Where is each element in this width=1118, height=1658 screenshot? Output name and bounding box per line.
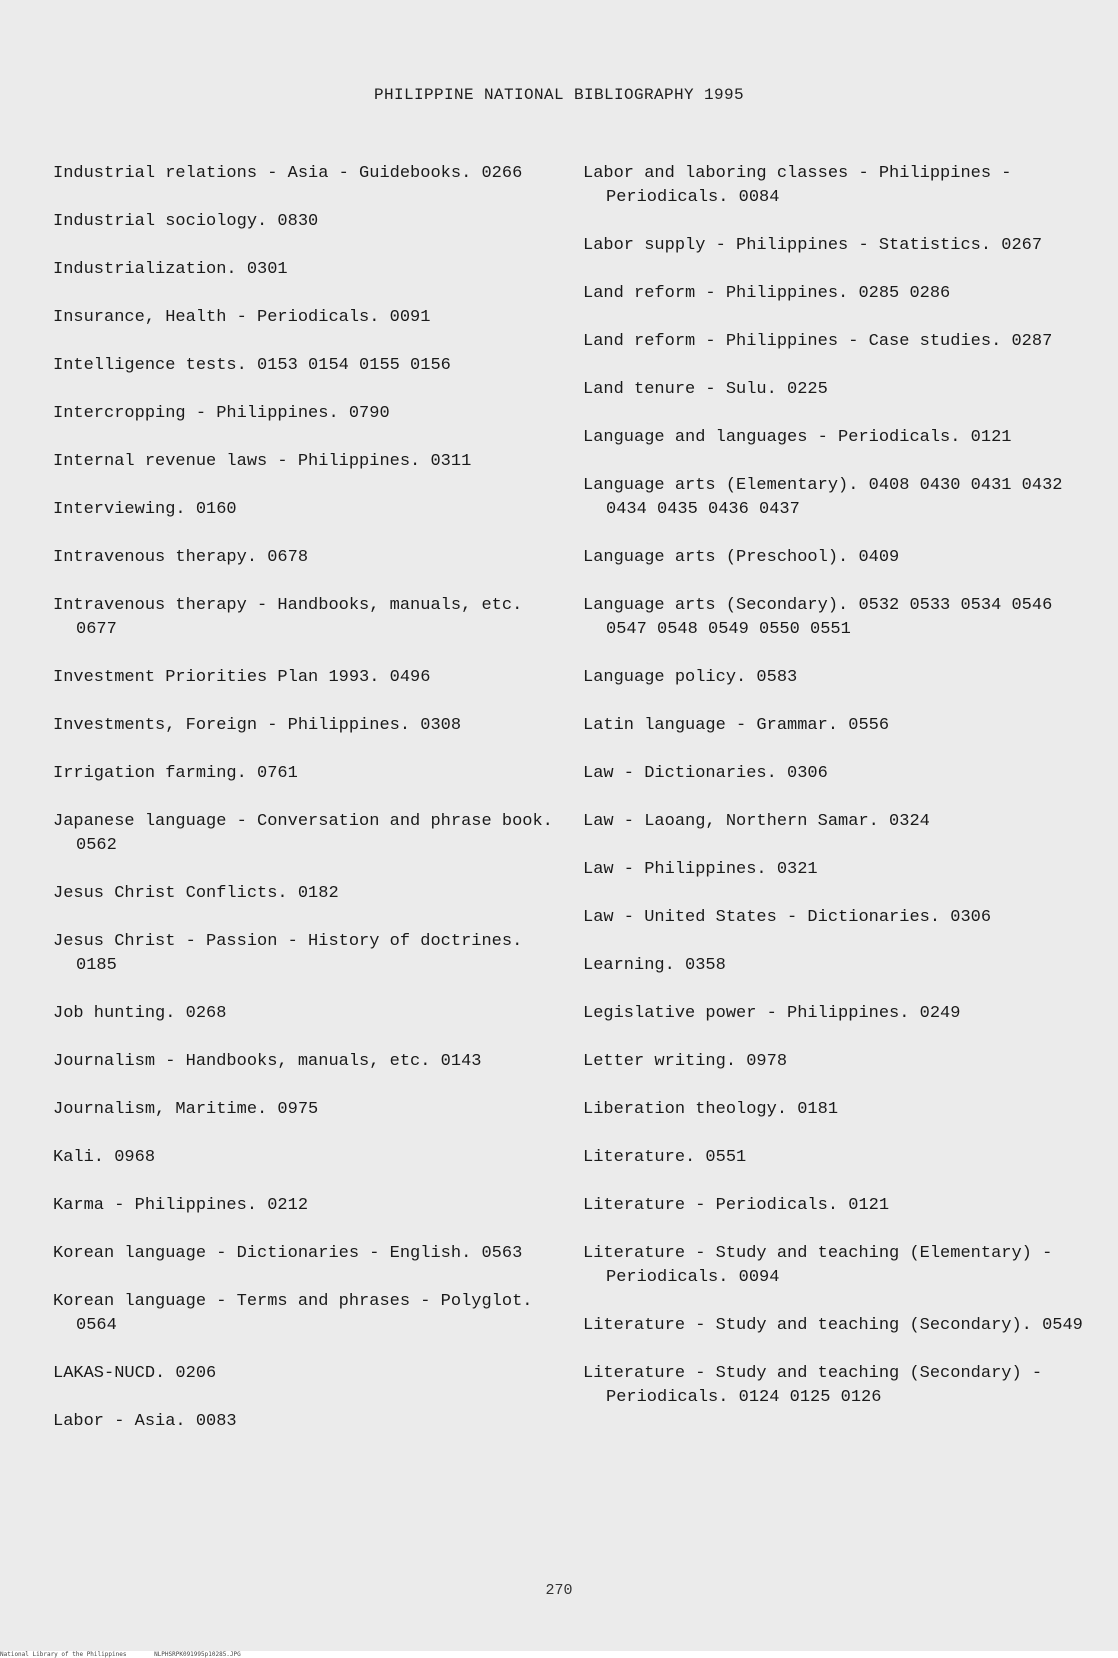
right-column bbox=[583, 162, 1083, 1434]
index-entry: Insurance, Health - Periodicals. 0091 bbox=[53, 308, 431, 327]
index-entry: Korean language - Dictionaries - English. 0563 bbox=[53, 1244, 523, 1263]
index-entry: Job hunting. 0268 bbox=[53, 1004, 227, 1023]
index-entry: Industrial relations - Asia - Guidebooks. 0266 bbox=[53, 164, 523, 183]
index-entry: Land reform - Philippines. 0285 0286 bbox=[583, 284, 951, 303]
index-entry: Jesus Christ Conflicts. 0182 bbox=[53, 884, 339, 903]
page-number: 270 bbox=[545, 1582, 573, 1599]
index-entry: Law - Laoang, Northern Samar. 0324 bbox=[583, 812, 930, 831]
index-entry: Language and languages - Periodicals. 0121 bbox=[583, 428, 1012, 447]
index-entry: Intravenous therapy - Handbooks, manuals, etc. 0677 bbox=[53, 596, 523, 639]
index-entry: Language policy. 0583 bbox=[583, 668, 798, 687]
index-entry: LAKAS-NUCD. 0206 bbox=[53, 1364, 217, 1383]
index-entry: Land reform - Philippines - Case studies. 0287 bbox=[583, 332, 1053, 351]
index-entry: Internal revenue laws - Philippines. 0311 bbox=[53, 452, 472, 471]
index-entry: Investment Priorities Plan 1993. 0496 bbox=[53, 668, 431, 687]
index-entry: Intercropping - Philippines. 0790 bbox=[53, 404, 390, 423]
index-entry: Industrial sociology. 0830 bbox=[53, 212, 319, 231]
index-entry: Industrialization. 0301 bbox=[53, 260, 288, 279]
footer-source: National Library of the Philippines bbox=[0, 1651, 127, 1658]
index-entry: Labor - Asia. 0083 bbox=[53, 1412, 237, 1431]
index-entry: Law - Dictionaries. 0306 bbox=[583, 764, 828, 783]
index-entry: Latin language - Grammar. 0556 bbox=[583, 716, 890, 735]
index-entry: Letter writing. 0978 bbox=[583, 1052, 788, 1071]
index-entry: Kali. 0968 bbox=[53, 1148, 156, 1167]
index-entry: Irrigation farming. 0761 bbox=[53, 764, 298, 783]
index-entry: Jesus Christ - Passion - History of doctrines. 0185 bbox=[53, 932, 523, 975]
footer-filename: NLPHSRPK091995p10285.JPG bbox=[154, 1651, 241, 1658]
index-entry: Learning. 0358 bbox=[583, 956, 726, 975]
index-entry: Law - United States - Dictionaries. 0306 bbox=[583, 908, 992, 927]
index-entry: Literature. 0551 bbox=[583, 1148, 747, 1167]
index-entry: Liberation theology. 0181 bbox=[583, 1100, 839, 1119]
index-entry: Journalism, Maritime. 0975 bbox=[53, 1100, 319, 1119]
index-entry: Language arts (Elementary). 0408 0430 0431 0432 0434 0435 0436 0437 bbox=[583, 476, 1063, 519]
index-entry: Interviewing. 0160 bbox=[53, 500, 237, 519]
left-column bbox=[53, 162, 558, 1458]
index-entry: Language arts (Secondary). 0532 0533 0534 0546 0547 0548 0549 0550 0551 bbox=[583, 596, 1053, 639]
index-entry: Language arts (Preschool). 0409 bbox=[583, 548, 900, 567]
index-entry: Korean language - Terms and phrases - Polyglot. 0564 bbox=[53, 1292, 533, 1335]
index-entry: Investments, Foreign - Philippines. 0308 bbox=[53, 716, 462, 735]
index-entry: Journalism - Handbooks, manuals, etc. 0143 bbox=[53, 1052, 482, 1071]
index-entry: Legislative power - Philippines. 0249 bbox=[583, 1004, 961, 1023]
index-entry: Land tenure - Sulu. 0225 bbox=[583, 380, 828, 399]
index-entry: Intravenous therapy. 0678 bbox=[53, 548, 309, 567]
page-title: PHILIPPINE NATIONAL BIBLIOGRAPHY 1995 bbox=[373, 86, 745, 104]
index-entry: Literature - Study and teaching (Elementary) - Periodicals. 0094 bbox=[583, 1244, 1053, 1287]
index-entry: Labor and laboring classes - Philippines - Periodicals. 0084 bbox=[583, 164, 1012, 207]
index-entry: Labor supply - Philippines - Statistics. 0267 bbox=[583, 236, 1043, 255]
index-entry: Literature - Study and teaching (Secondary). 0549 bbox=[583, 1316, 1083, 1335]
index-entry: Literature - Periodicals. 0121 bbox=[583, 1196, 890, 1215]
index-entry: Literature - Study and teaching (Secondary) - Periodicals. 0124 0125 0126 bbox=[583, 1364, 1043, 1407]
index-entry: Law - Philippines. 0321 bbox=[583, 860, 818, 879]
index-entry: Karma - Philippines. 0212 bbox=[53, 1196, 309, 1215]
index-entry: Japanese language - Conversation and phrase book. 0562 bbox=[53, 812, 553, 855]
scan-footer bbox=[0, 1651, 1118, 1658]
index-entry: Intelligence tests. 0153 0154 0155 0156 bbox=[53, 356, 451, 375]
